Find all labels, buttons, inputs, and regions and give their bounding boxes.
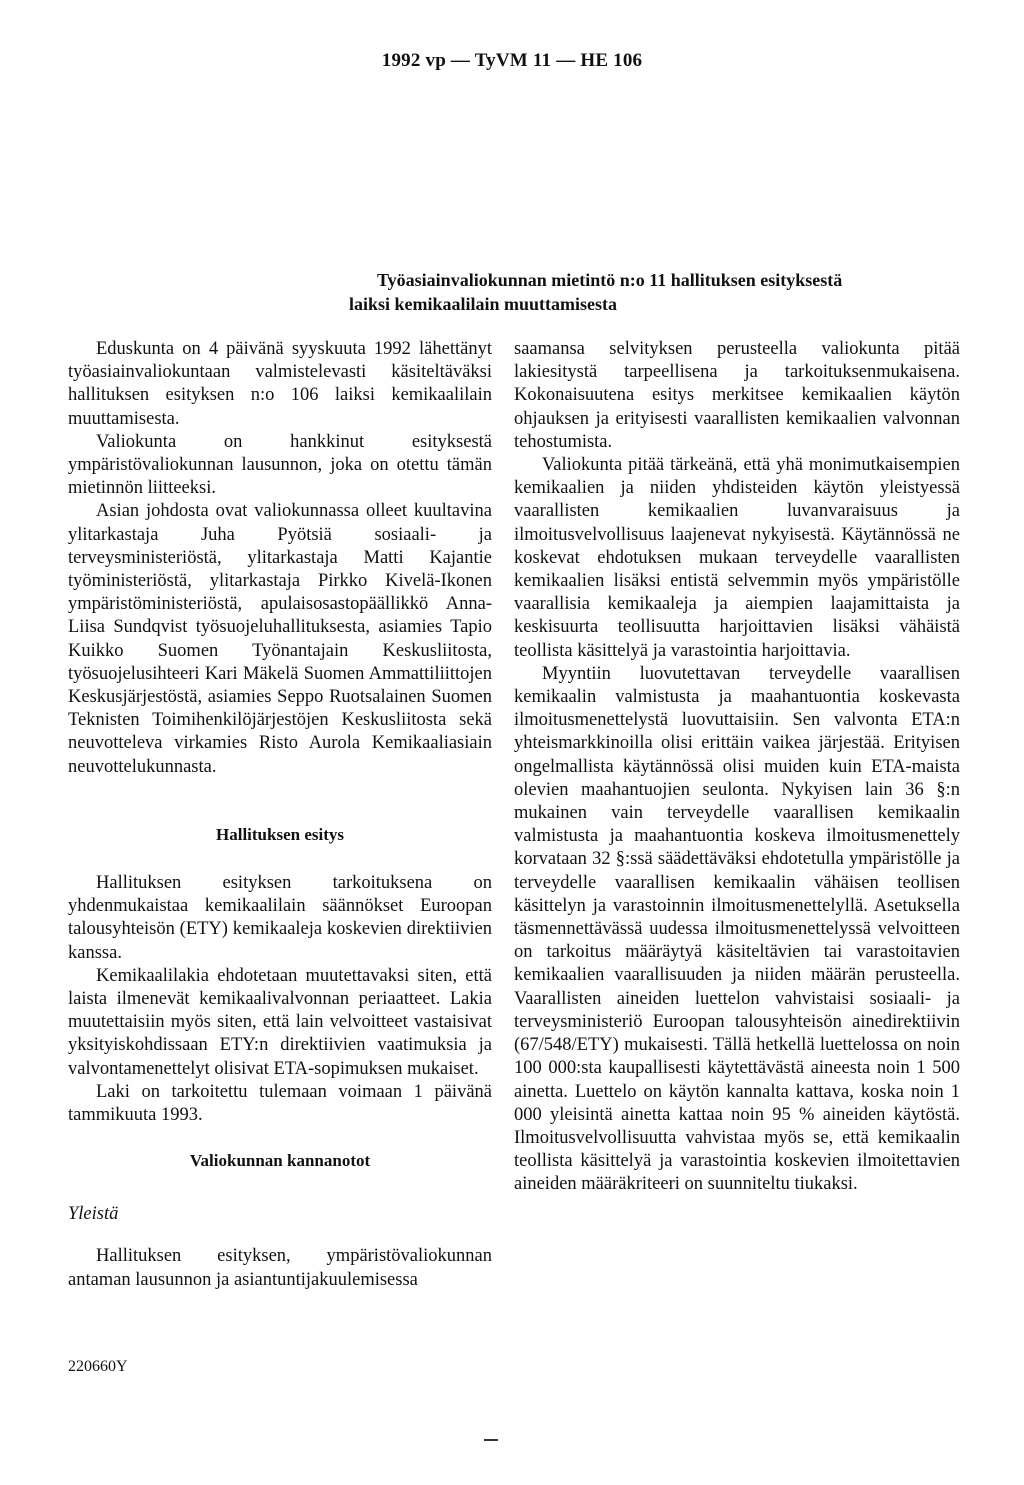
paragraph: Valiokunta on hankkinut esityksestä ympäristövaliokunnan lausunnon, joka on otettu tämän mietinnön liitteeksi. bbox=[68, 431, 492, 499]
page-dash-divider bbox=[484, 1439, 498, 1441]
section-valiokunnan-kannanotot bbox=[68, 1149, 492, 1237]
paragraph: Eduskunta on 4 päivänä syyskuuta 1992 lähettänyt työasiainvaliokuntaan valmistelevasti käsiteltäväksi hallituksen esityksen n:o 106 laiksi kemikaalilain muuttamisesta. bbox=[68, 339, 492, 429]
paragraph: Hallituksen esityksen tarkoituksena on yhdenmukaistaa kemikaalilain säännökset Euroopan talousyhteisön (ETY) kemikaaleja koskevien direktiivien kanssa. bbox=[68, 873, 492, 963]
right-column bbox=[514, 338, 960, 1197]
paragraph: Laki on tarkoitettu tulemaan voimaan 1 päivänä tammikuuta 1993. bbox=[68, 1081, 492, 1126]
section-heading-valiokunnan-kannanotot: Valiokunnan kannanotot bbox=[189, 1151, 371, 1171]
paragraph: Hallituksen esityksen, ympäristövaliokunnan antaman lausunnon ja asiantuntijakuulemisessa bbox=[68, 1246, 492, 1290]
paragraph: Kemikaalilakia ehdotetaan muutettavaksi siten, että laista ilmenevät kemikaalivalvonnan periaatteet. Lakia muutettaisiin myös siten, että lain velvoitteet vastaisivat yksityiskohdissaan ETY:n direktiivien vaatimuksia ja valvontamenettelyt olisivat ETA-sopimuksen mukaiset. bbox=[68, 965, 492, 1079]
section-heading-hallituksen-esitys: Hallituksen esitys bbox=[216, 824, 344, 844]
subheading-yleista: Yleistä bbox=[68, 1204, 119, 1225]
paragraph: Myyntiin luovutettavan terveydelle vaarallisen kemikaalin valmistusta ja maahantuontia koskevasta ilmoitusmenettelystä luovuttaisiin. Sen valvonta ETA:n yhteismarkkinoilla olisi erittäin vaikea järjestää. Erityisen ongelmallista käytännössä olisi muiden kuin ETA-maista olevien maahantuojien seulonta. Nykyisen lain 36 §:n mukainen vain terveydelle vaarallisen kemikaalin valmistusta ja maahantuontia koskeva ilmoitusmenettely korvataan 32 §:ssä säädettäväksi ehdotetulla ympäristölle ja terveydelle vaarallisen kemikaalin vähäisen teollisen käsittelyn ja varastoinnin ilmoitusmenettelyllä. Asetuksella täsmennettävässä uudessa ilmoitusmenettelyssä velvoitteen on tarkoitus määräytyä käsiteltävien tai varastoitavien kemikaalien vaarallisuuden ja niiden määrän perusteella. Vaarallisten aineiden luettelon vahvistaisi sosiaali- ja terveysministeriö Euroopan talousyhteisön ainedirektiivin (67/548/ETY) mukaisesti. Tällä hetkellä luettelossa on noin 100 000:sta kaupallisesti käytettävästä aineesta noin 1 500 ainetta. Luettelo on käytön kannalta kattava, koska noin 1 000 yleisintä ainetta kattaa noin 95 % aineiden käytöstä. Ilmoitusvelvollisuutta vahvistaa myös se, että kemikaalin teollista käsittelyä ja varastointia koskevien ilmoitettavien aineiden määräkriteeri on suunniteltu tiukaksi. bbox=[514, 663, 960, 1195]
running-header: 1992 vp — TyVM 11 — HE 106 bbox=[381, 50, 643, 71]
document-title bbox=[349, 268, 974, 316]
left-column bbox=[68, 338, 492, 1292]
paragraph: Valiokunta pitää tärkeänä, että yhä monimutkaisempien kemikaalien ja niiden yhdisteiden käytön yleistyessä vaarallisten kemikaalien luvanvaraisuus ja ilmoitusvelvollisuus laajenevat nykyisestä. Käytännössä ne koskevat ehdotuksen mukaan terveydelle vaarallisten kemikaalien lisäksi entistä selvemmin myös ympäristölle vaarallisia kemikaaleja ja aiempien laajamittaista ja keskisuurta teollisuutta harjoittavien lisäksi vähäistä teollista käsittelyä ja varastointia harjoittavia. bbox=[514, 455, 960, 661]
paragraph: saamansa selvityksen perusteella valiokunta pitää lakiesitystä tarpeellisena ja tarkoituksenmukaisena. Kokonaisuutena esitys merkitsee kemikaalien käytön ohjauksen ja erityisesti vaarallisten kemikaalien valvonnan tehostumista. bbox=[514, 339, 960, 452]
document-title-line-1: Työasiainvaliokunnan mietintö n:o 11 hallituksen esityksestä bbox=[377, 270, 843, 290]
paragraph: Asian johdosta ovat valiokunnassa olleet kuultavina ylitarkastaja Juha Pyötsiä sosiaali- ja terveysministeriöstä, ylitarkastaja Matti Kajantie työministeriöstä, ylitarkastaja Pirkko Kivelä-Ikonen ympäristöministeriöstä, apulaisosastopäällikkö Anna-Liisa Sundqvist työsuojeluhallituksesta, asiamies Tapio Kuikko Suomen Työnantajain Keskusliitosta, työsuojelusihteeri Kari Mäkelä Suomen Ammattiliittojen Keskusjärjestöstä, asiamies Seppo Ruotsalainen Suomen Teknisten Toimihenkilöjärjestöjen Keskusliitosta sekä neuvotteleva virkamies Risto Aurola Kemikaaliasiain neuvottelukunnasta. bbox=[68, 501, 492, 777]
document-code: 220660Y bbox=[68, 1358, 128, 1375]
document-title-line-2: laiksi kemikaalilain muuttamisesta bbox=[349, 294, 618, 314]
